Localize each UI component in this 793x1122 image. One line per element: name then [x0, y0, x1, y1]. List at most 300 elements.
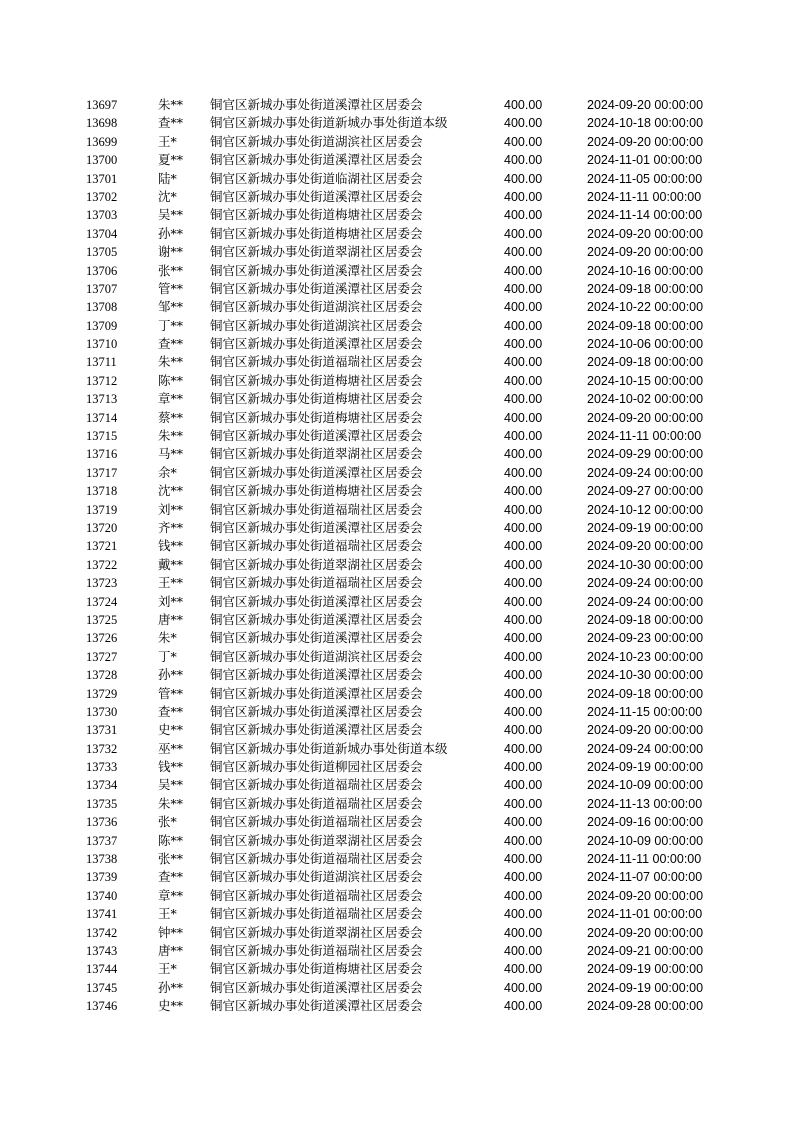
- row-id: 13731: [86, 723, 118, 738]
- row-id: 13714: [86, 410, 118, 425]
- row-amount: 400.00: [504, 447, 543, 462]
- row-org: 铜官区新城办事处街道梅塘社区居委会: [210, 391, 423, 407]
- row-name: 朱**: [158, 354, 184, 370]
- row-amount: 400.00: [504, 245, 543, 260]
- row-name: 查**: [158, 115, 184, 131]
- row-name: 刘**: [158, 593, 184, 609]
- row-date: 2024-09-19 00:00:00: [587, 520, 704, 535]
- row-amount: 400.00: [504, 300, 543, 315]
- table-row: [0, 574, 793, 592]
- row-id: 13705: [86, 245, 118, 260]
- row-amount: 400.00: [504, 318, 543, 333]
- row-org: 铜官区新城办事处街道翠湖社区居委会: [210, 556, 423, 572]
- row-org: 铜官区新城办事处街道溪潭社区居委会: [210, 280, 423, 296]
- row-date: 2024-10-16 00:00:00: [587, 263, 704, 278]
- row-name: 钟**: [158, 924, 184, 940]
- row-date: 2024-11-11 00:00:00: [587, 189, 702, 204]
- row-org: 铜官区新城办事处街道翠湖社区居委会: [210, 832, 423, 848]
- row-org: 铜官区新城办事处街道福瑞社区居委会: [210, 887, 423, 903]
- row-id: 13706: [86, 263, 118, 278]
- row-date: 2024-10-09 00:00:00: [587, 778, 704, 793]
- table-row: [0, 942, 793, 960]
- row-org: 铜官区新城办事处街道福瑞社区居委会: [210, 795, 423, 811]
- row-amount: 400.00: [504, 649, 543, 664]
- row-amount: 400.00: [504, 888, 543, 903]
- row-date: 2024-10-30 00:00:00: [587, 668, 704, 683]
- table-row: [0, 114, 793, 132]
- row-id: 13702: [86, 189, 118, 204]
- row-org: 铜官区新城办事处街道溪潭社区居委会: [210, 188, 423, 204]
- row-date: 2024-10-18 00:00:00: [587, 116, 704, 131]
- row-name: 史**: [158, 998, 184, 1014]
- row-id: 13728: [86, 668, 118, 683]
- row-id: 13745: [86, 980, 118, 995]
- row-amount: 400.00: [504, 189, 543, 204]
- table-row: [0, 795, 793, 813]
- row-date: 2024-11-13 00:00:00: [587, 796, 703, 811]
- row-date: 2024-10-02 00:00:00: [587, 392, 704, 407]
- table-row: [0, 206, 793, 224]
- row-org: 铜官区新城办事处街道新城办事处街道本级: [210, 115, 448, 131]
- table-row: [0, 262, 793, 280]
- row-id: 13712: [86, 373, 118, 388]
- document-table: [0, 96, 793, 1016]
- table-row: [0, 501, 793, 519]
- row-date: 2024-09-18 00:00:00: [587, 612, 704, 627]
- row-date: 2024-10-12 00:00:00: [587, 502, 704, 517]
- row-name: 钱**: [158, 538, 184, 554]
- table-row: [0, 335, 793, 353]
- row-name: 章**: [158, 887, 184, 903]
- row-amount: 400.00: [504, 778, 543, 793]
- row-name: 查**: [158, 869, 184, 885]
- row-org: 铜官区新城办事处街道福瑞社区居委会: [210, 501, 423, 517]
- row-date: 2024-09-24 00:00:00: [587, 576, 704, 591]
- row-id: 13742: [86, 925, 118, 940]
- row-name: 王*: [158, 906, 177, 922]
- row-id: 13722: [86, 557, 118, 572]
- table-row: [0, 353, 793, 371]
- row-amount: 400.00: [504, 815, 543, 830]
- row-org: 铜官区新城办事处街道梅塘社区居委会: [210, 207, 423, 223]
- row-date: 2024-09-18 00:00:00: [587, 281, 704, 296]
- row-amount: 400.00: [504, 263, 543, 278]
- table-row: [0, 298, 793, 316]
- row-date: 2024-10-23 00:00:00: [587, 649, 704, 664]
- table-row: [0, 960, 793, 978]
- table-row: [0, 280, 793, 298]
- row-name: 朱**: [158, 428, 184, 444]
- row-name: 朱**: [158, 795, 184, 811]
- row-org: 铜官区新城办事处街道翠湖社区居委会: [210, 446, 423, 462]
- row-name: 齐**: [158, 519, 184, 535]
- row-id: 13741: [86, 907, 118, 922]
- row-org: 铜官区新城办事处街道福瑞社区居委会: [210, 942, 423, 958]
- row-date: 2024-10-22 00:00:00: [587, 300, 704, 315]
- row-amount: 400.00: [504, 796, 543, 811]
- row-org: 铜官区新城办事处街道新城办事处街道本级: [210, 740, 448, 756]
- row-date: 2024-11-01 00:00:00: [587, 153, 703, 168]
- table-row: [0, 997, 793, 1015]
- row-name: 孙**: [158, 979, 184, 995]
- row-id: 13710: [86, 337, 118, 352]
- row-date: 2024-09-20 00:00:00: [587, 226, 704, 241]
- row-id: 13744: [86, 962, 118, 977]
- row-amount: 400.00: [504, 373, 543, 388]
- row-date: 2024-09-18 00:00:00: [587, 318, 704, 333]
- row-org: 铜官区新城办事处街道柳园社区居委会: [210, 759, 423, 775]
- table-row: [0, 979, 793, 997]
- row-org: 铜官区新城办事处街道溪潭社区居委会: [210, 685, 423, 701]
- row-name: 史**: [158, 722, 184, 738]
- row-id: 13697: [86, 98, 118, 112]
- row-name: 沈*: [158, 188, 177, 204]
- row-id: 13738: [86, 852, 118, 867]
- row-org: 铜官区新城办事处街道湖滨社区居委会: [210, 648, 423, 664]
- row-name: 管**: [158, 685, 184, 701]
- row-org: 铜官区新城办事处街道湖滨社区居委会: [210, 299, 423, 315]
- row-date: 2024-09-21 00:00:00: [587, 943, 704, 958]
- table-row: [0, 464, 793, 482]
- table-row: [0, 832, 793, 850]
- row-amount: 400.00: [504, 907, 543, 922]
- row-org: 铜官区新城办事处街道翠湖社区居委会: [210, 244, 423, 260]
- row-org: 铜官区新城办事处街道湖滨社区居委会: [210, 869, 423, 885]
- row-amount: 400.00: [504, 392, 543, 407]
- row-name: 余*: [158, 464, 177, 480]
- row-name: 马**: [158, 446, 184, 462]
- row-amount: 400.00: [504, 116, 543, 131]
- row-id: 13703: [86, 208, 118, 223]
- row-org: 铜官区新城办事处街道溪潭社区居委会: [210, 519, 423, 535]
- row-date: 2024-09-20 00:00:00: [587, 539, 704, 554]
- row-name: 朱*: [158, 630, 177, 646]
- row-name: 邹**: [158, 299, 184, 315]
- row-amount: 400.00: [504, 134, 543, 149]
- row-name: 陈**: [158, 372, 184, 388]
- row-date: 2024-09-27 00:00:00: [587, 484, 704, 499]
- table-row: [0, 188, 793, 206]
- table-row: [0, 905, 793, 923]
- row-date: 2024-09-24 00:00:00: [587, 594, 704, 609]
- table-row: [0, 427, 793, 445]
- row-amount: 400.00: [504, 686, 543, 701]
- row-name: 刘**: [158, 501, 184, 517]
- row-amount: 400.00: [504, 484, 543, 499]
- row-id: 13720: [86, 520, 118, 535]
- row-date: 2024-11-15 00:00:00: [587, 704, 703, 719]
- row-id: 13700: [86, 153, 118, 168]
- row-id: 13709: [86, 318, 118, 333]
- row-amount: 400.00: [504, 539, 543, 554]
- row-amount: 400.00: [504, 153, 543, 168]
- row-amount: 400.00: [504, 723, 543, 738]
- row-amount: 400.00: [504, 429, 543, 444]
- row-date: 2024-09-20 00:00:00: [587, 410, 704, 425]
- row-date: 2024-09-20 00:00:00: [587, 925, 704, 940]
- table-row: [0, 556, 793, 574]
- table-row: [0, 666, 793, 684]
- row-id: 13743: [86, 943, 118, 958]
- row-amount: 400.00: [504, 741, 543, 756]
- row-id: 13715: [86, 429, 118, 444]
- table-row: [0, 96, 793, 114]
- table-row: [0, 390, 793, 408]
- table-row: [0, 537, 793, 555]
- row-date: 2024-09-19 00:00:00: [587, 760, 704, 775]
- row-date: 2024-10-15 00:00:00: [587, 373, 704, 388]
- row-org: 铜官区新城办事处街道溪潭社区居委会: [210, 630, 423, 646]
- row-amount: 400.00: [504, 355, 543, 370]
- row-date: 2024-09-20 00:00:00: [587, 134, 704, 149]
- row-name: 孙**: [158, 225, 184, 241]
- row-org: 铜官区新城办事处街道福瑞社区居委会: [210, 575, 423, 591]
- row-amount: 400.00: [504, 962, 543, 977]
- table-row: [0, 887, 793, 905]
- row-id: 13723: [86, 576, 118, 591]
- table-row: [0, 445, 793, 463]
- table-row: [0, 611, 793, 629]
- row-id: 13711: [86, 355, 117, 370]
- table-row: [0, 317, 793, 335]
- row-name: 丁**: [158, 317, 184, 333]
- row-org: 铜官区新城办事处街道福瑞社区居委会: [210, 851, 423, 867]
- table-row: [0, 721, 793, 739]
- table-row: [0, 519, 793, 537]
- row-org: 铜官区新城办事处街道翠湖社区居委会: [210, 924, 423, 940]
- row-amount: 400.00: [504, 833, 543, 848]
- row-date: 2024-09-16 00:00:00: [587, 815, 704, 830]
- row-amount: 400.00: [504, 760, 543, 775]
- row-org: 铜官区新城办事处街道福瑞社区居委会: [210, 777, 423, 793]
- table-row: [0, 648, 793, 666]
- row-name: 张**: [158, 262, 184, 278]
- row-name: 管**: [158, 280, 184, 296]
- row-name: 王**: [158, 575, 184, 591]
- row-org: 铜官区新城办事处街道福瑞社区居委会: [210, 814, 423, 830]
- row-org: 铜官区新城办事处街道溪潭社区居委会: [210, 979, 423, 995]
- table-row: [0, 758, 793, 776]
- table-row: [0, 685, 793, 703]
- row-org: 铜官区新城办事处街道溪潭社区居委会: [210, 97, 423, 112]
- row-amount: 400.00: [504, 631, 543, 646]
- row-name: 戴**: [158, 556, 184, 572]
- row-org: 铜官区新城办事处街道溪潭社区居委会: [210, 703, 423, 719]
- row-amount: 400.00: [504, 704, 543, 719]
- row-name: 章**: [158, 391, 184, 407]
- table-row: [0, 372, 793, 390]
- row-amount: 400.00: [504, 465, 543, 480]
- row-org: 铜官区新城办事处街道梅塘社区居委会: [210, 225, 423, 241]
- row-amount: 400.00: [504, 612, 543, 627]
- table-row: [0, 482, 793, 500]
- row-id: 13699: [86, 134, 118, 149]
- row-name: 孙**: [158, 667, 184, 683]
- row-date: 2024-09-18 00:00:00: [587, 686, 704, 701]
- row-date: 2024-10-09 00:00:00: [587, 833, 704, 848]
- row-date: 2024-10-30 00:00:00: [587, 557, 704, 572]
- row-name: 蔡**: [158, 409, 184, 425]
- row-id: 13707: [86, 281, 118, 296]
- row-amount: 400.00: [504, 502, 543, 517]
- table-row: [0, 924, 793, 942]
- row-name: 查**: [158, 703, 184, 719]
- row-date: 2024-09-19 00:00:00: [587, 980, 704, 995]
- row-amount: 400.00: [504, 281, 543, 296]
- row-org: 铜官区新城办事处街道梅塘社区居委会: [210, 483, 423, 499]
- row-name: 吴**: [158, 207, 184, 223]
- row-date: 2024-09-19 00:00:00: [587, 962, 704, 977]
- row-amount: 400.00: [504, 410, 543, 425]
- row-name: 朱**: [158, 97, 184, 112]
- row-amount: 400.00: [504, 171, 543, 186]
- row-date: 2024-09-24 00:00:00: [587, 465, 704, 480]
- row-id: 13724: [86, 594, 118, 609]
- row-amount: 400.00: [504, 98, 543, 112]
- row-name: 王*: [158, 961, 177, 977]
- row-id: 13701: [86, 171, 118, 186]
- row-amount: 400.00: [504, 925, 543, 940]
- row-amount: 400.00: [504, 668, 543, 683]
- row-amount: 400.00: [504, 870, 543, 885]
- row-id: 13733: [86, 760, 118, 775]
- row-org: 铜官区新城办事处街道梅塘社区居委会: [210, 409, 423, 425]
- row-org: 铜官区新城办事处街道福瑞社区居委会: [210, 906, 423, 922]
- row-id: 13735: [86, 796, 118, 811]
- row-id: 13746: [86, 999, 118, 1014]
- row-id: 13713: [86, 392, 118, 407]
- table-row: [0, 243, 793, 261]
- row-id: 13729: [86, 686, 118, 701]
- row-id: 13717: [86, 465, 118, 480]
- table-row: [0, 593, 793, 611]
- row-name: 吴**: [158, 777, 184, 793]
- row-date: 2024-11-05 00:00:00: [587, 171, 703, 186]
- row-id: 13704: [86, 226, 118, 241]
- row-id: 13737: [86, 833, 118, 848]
- table-row: [0, 740, 793, 758]
- row-amount: 400.00: [504, 852, 543, 867]
- row-amount: 400.00: [504, 576, 543, 591]
- table-row: [0, 776, 793, 794]
- row-amount: 400.00: [504, 226, 543, 241]
- table-row: [0, 629, 793, 647]
- row-date: 2024-09-24 00:00:00: [587, 741, 704, 756]
- row-name: 钱**: [158, 759, 184, 775]
- row-date: 2024-11-11 00:00:00: [587, 852, 702, 867]
- row-id: 13727: [86, 649, 118, 664]
- row-date: 2024-11-07 00:00:00: [587, 870, 703, 885]
- row-id: 13719: [86, 502, 118, 517]
- row-date: 2024-09-20 00:00:00: [587, 723, 704, 738]
- row-name: 唐**: [158, 611, 184, 627]
- row-org: 铜官区新城办事处街道梅塘社区居委会: [210, 372, 423, 388]
- row-name: 沈**: [158, 483, 184, 499]
- row-id: 13716: [86, 447, 118, 462]
- row-date: 2024-09-18 00:00:00: [587, 355, 704, 370]
- row-amount: 400.00: [504, 520, 543, 535]
- row-id: 13732: [86, 741, 118, 756]
- row-id: 13725: [86, 612, 118, 627]
- row-org: 铜官区新城办事处街道溪潭社区居委会: [210, 722, 423, 738]
- row-id: 13726: [86, 631, 118, 646]
- table-row: [0, 151, 793, 169]
- row-id: 13730: [86, 704, 118, 719]
- row-amount: 400.00: [504, 208, 543, 223]
- row-date: 2024-09-20 00:00:00: [587, 98, 704, 112]
- row-org: 铜官区新城办事处街道溪潭社区居委会: [210, 262, 423, 278]
- row-org: 铜官区新城办事处街道溪潭社区居委会: [210, 611, 423, 627]
- row-org: 铜官区新城办事处街道福瑞社区居委会: [210, 354, 423, 370]
- row-amount: 400.00: [504, 594, 543, 609]
- row-name: 张**: [158, 851, 184, 867]
- row-name: 查**: [158, 336, 184, 352]
- row-date: 2024-10-06 00:00:00: [587, 337, 704, 352]
- row-amount: 400.00: [504, 337, 543, 352]
- row-name: 陈**: [158, 832, 184, 848]
- row-org: 铜官区新城办事处街道梅塘社区居委会: [210, 961, 423, 977]
- row-name: 巫**: [158, 740, 184, 756]
- row-date: 2024-09-23 00:00:00: [587, 631, 704, 646]
- row-amount: 400.00: [504, 943, 543, 958]
- row-id: 13708: [86, 300, 118, 315]
- table-row: [0, 225, 793, 243]
- row-org: 铜官区新城办事处街道湖滨社区居委会: [210, 133, 423, 149]
- row-org: 铜官区新城办事处街道溪潭社区居委会: [210, 336, 423, 352]
- row-org: 铜官区新城办事处街道溪潭社区居委会: [210, 464, 423, 480]
- table-row: [0, 133, 793, 151]
- row-org: 铜官区新城办事处街道溪潭社区居委会: [210, 428, 423, 444]
- row-name: 张*: [158, 814, 177, 830]
- row-id: 13736: [86, 815, 118, 830]
- row-date: 2024-09-20 00:00:00: [587, 888, 704, 903]
- table-row: [0, 813, 793, 831]
- table-row: [0, 170, 793, 188]
- row-date: 2024-11-14 00:00:00: [587, 208, 703, 223]
- table-row: [0, 850, 793, 868]
- row-name: 唐**: [158, 942, 184, 958]
- row-amount: 400.00: [504, 557, 543, 572]
- row-id: 13740: [86, 888, 118, 903]
- row-name: 陆*: [158, 170, 177, 186]
- row-id: 13698: [86, 116, 118, 131]
- row-date: 2024-09-28 00:00:00: [587, 999, 704, 1014]
- row-amount: 400.00: [504, 999, 543, 1014]
- row-date: 2024-11-01 00:00:00: [587, 907, 703, 922]
- row-name: 丁*: [158, 648, 177, 664]
- row-date: 2024-09-29 00:00:00: [587, 447, 704, 462]
- row-id: 13739: [86, 870, 118, 885]
- row-org: 铜官区新城办事处街道溪潭社区居委会: [210, 667, 423, 683]
- row-id: 13734: [86, 778, 118, 793]
- row-org: 铜官区新城办事处街道溪潭社区居委会: [210, 152, 423, 168]
- row-org: 铜官区新城办事处街道溪潭社区居委会: [210, 998, 423, 1014]
- row-id: 13721: [86, 539, 118, 554]
- row-amount: 400.00: [504, 980, 543, 995]
- row-org: 铜官区新城办事处街道福瑞社区居委会: [210, 538, 423, 554]
- row-org: 铜官区新城办事处街道湖滨社区居委会: [210, 317, 423, 333]
- table-row: [0, 703, 793, 721]
- row-date: 2024-09-20 00:00:00: [587, 245, 704, 260]
- row-name: 王*: [158, 133, 177, 149]
- row-id: 13718: [86, 484, 118, 499]
- table-row: [0, 868, 793, 886]
- row-date: 2024-11-11 00:00:00: [587, 429, 702, 444]
- row-org: 铜官区新城办事处街道溪潭社区居委会: [210, 593, 423, 609]
- row-name: 谢**: [158, 244, 184, 260]
- table-row: [0, 409, 793, 427]
- row-name: 夏**: [158, 152, 184, 168]
